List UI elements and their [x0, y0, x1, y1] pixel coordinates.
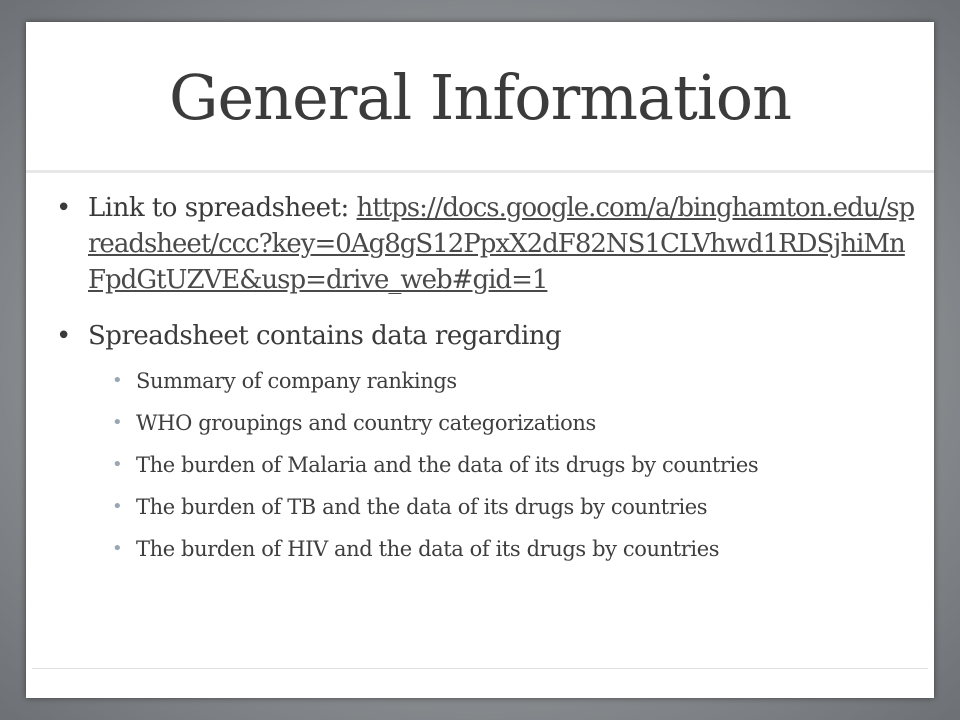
- bullet-label: Spreadsheet contains data regarding: [88, 321, 562, 351]
- sub-bullet-text: The burden of Malaria and the data of its drugs by countries: [136, 453, 759, 477]
- sub-bullet-dot-icon: •: [112, 370, 123, 391]
- title-divider: [26, 170, 934, 173]
- sub-bullet-text: The burden of TB and the data of its drugs by countries: [136, 495, 708, 519]
- sub-bullet-dot-icon: •: [112, 412, 123, 433]
- sub-bullet-text: The burden of HIV and the data of its drugs by countries: [136, 537, 720, 561]
- sub-bullet-item: [112, 528, 916, 570]
- footer-divider: [32, 668, 928, 669]
- bullet-label: Link to spreadsheet:: [88, 193, 349, 223]
- slide-title: General Information: [168, 61, 792, 134]
- sub-bullet-text: Summary of company rankings: [136, 369, 457, 393]
- bullet-link: [56, 190, 916, 298]
- spreadsheet-link[interactable]: https://docs.google.com/a/binghamton.edu/spreadsheet/ccc?key=0Ag8gS12PpxX2dF82NS1CLVhwd1RDSjhiMnFpdGtUZVE&usp=drive_web#gid=1: [88, 193, 915, 295]
- spacer: [56, 298, 916, 318]
- sub-bullet-item: [112, 360, 916, 402]
- slide: [26, 22, 934, 698]
- sub-bullet-list: [56, 360, 916, 570]
- sub-bullet-text: WHO groupings and country categorizations: [136, 411, 596, 435]
- bullet-dot-icon: •: [56, 193, 71, 223]
- sub-bullet-item: [112, 444, 916, 486]
- sub-bullet-dot-icon: •: [112, 454, 123, 475]
- bullet-contents: [56, 318, 916, 354]
- sub-bullet-dot-icon: •: [112, 496, 123, 517]
- title-area: [26, 22, 934, 171]
- sub-bullet-item: [112, 402, 916, 444]
- slide-body: [56, 190, 916, 570]
- sub-bullet-item: [112, 486, 916, 528]
- bullet-dot-icon: •: [56, 321, 71, 351]
- sub-bullet-dot-icon: •: [112, 538, 123, 559]
